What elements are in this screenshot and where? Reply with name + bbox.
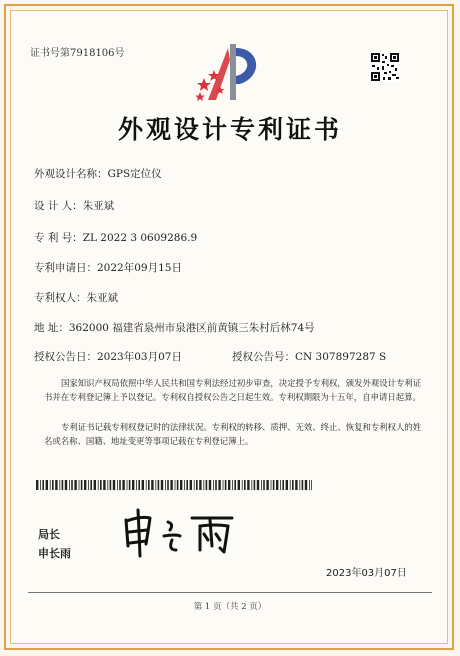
grant-statement-paragraph: 国家知识产权局依照中华人民共和国专利法经过初步审查，决定授予专利权，颁发外观设计专利证书并在专利登记簿上予以登记。专利权自授权公告之日起生效。专利权期限为十五年，自申请日起算。 [44, 378, 422, 402]
grant-date-row [34, 349, 182, 364]
certificate-title: 外观设计专利证书 [117, 115, 342, 144]
designer-value: 朱亚斌 [82, 200, 115, 212]
footer-divider [28, 592, 432, 593]
filing-date-value: 2022年09月15日 [97, 262, 182, 274]
design-name-value: GPS定位仪 [107, 168, 162, 180]
filing-date-row [34, 260, 182, 275]
qr-code-icon [370, 52, 400, 82]
director-name: 申长雨 [38, 547, 71, 560]
page-number: 第 1 页（共 2 页） [193, 602, 267, 612]
patent-number-label: 专 利 号： [34, 232, 83, 244]
signature-date: 2023年03月07日 [326, 568, 407, 579]
patent-number-value: ZL 2022 3 0609286.9 [82, 232, 198, 244]
filing-date-label: 专利申请日： [34, 262, 97, 274]
designer-row [34, 198, 114, 213]
address-row [34, 320, 315, 335]
grant-number-row [232, 349, 386, 364]
design-name-label: 外观设计名称： [34, 168, 108, 180]
grant-date-value: 2023年03月07日 [97, 351, 182, 363]
patent-number-row [34, 230, 197, 245]
grant-number-value: CN 307897287 S [295, 351, 387, 363]
barcode-icon [36, 480, 312, 490]
grant-date-label: 授权公告日： [34, 351, 97, 363]
director-signature [120, 506, 238, 558]
address-value: 362000 福建省泉州市泉港区前黄镇三朱村后林74号 [68, 322, 315, 334]
legal-status-paragraph: 专利证书记载专利权登记时的法律状况。专利权的转移、质押、无效、终止、恢复和专利权人的姓名或名称、国籍、地址变更等事项记载在专利登记簿上。 [44, 422, 422, 446]
owner-value: 朱亚斌 [86, 292, 118, 304]
certificate-number: 证书号第7918106号 [30, 48, 125, 59]
owner-label: 专利权人： [34, 292, 87, 304]
cnipa-logo-icon [196, 42, 268, 104]
designer-label: 设 计 人： [34, 200, 83, 212]
director-title: 局长 [38, 528, 60, 541]
grant-number-label: 授权公告号： [232, 351, 295, 363]
owner-row [34, 290, 118, 305]
address-label: 地 址： [34, 322, 69, 334]
design-name-row [34, 166, 162, 181]
